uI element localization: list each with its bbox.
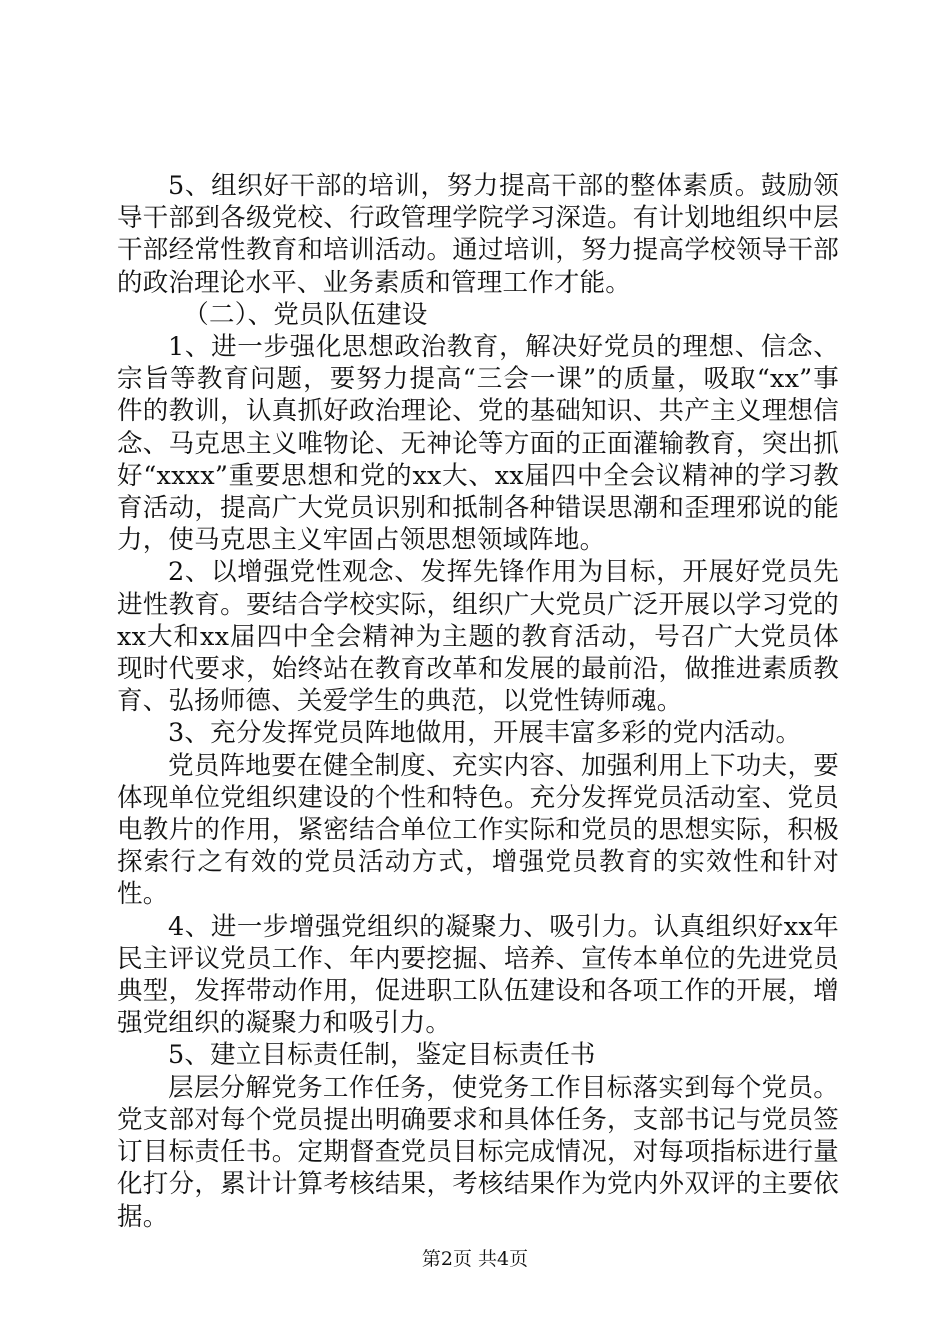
paragraph-party-positions: 党员阵地要在健全制度、充实内容、加强利用上下功夫，要体现单位党组织建设的个性和特色。充分发挥党员活动室、党员电教片的作用，紧密结合单位工作实际和党员的思想实际，积极探索行之有效的党员活动方式，增强党员教育的实效性和针对性。: [117, 750, 839, 910]
paragraph-advanced-education: 2、以增强党性观念、发挥先锋作用为目标，开展好党员先进性教育。要结合学校实际，组织广大党员广泛开展以学习党的xx大和xx届四中全会精神为主题的教育活动，号召广大党员体现时代要求，始终站在教育改革和发展的最前沿，做推进素质教育、弘扬师德、关爱学生的典范，以党性铸师魂。: [117, 557, 839, 717]
page-footer: 第2页 共4页: [421, 1248, 529, 1270]
paragraph-cohesion: 4、进一步增强党组织的凝聚力、吸引力。认真组织好xx年民主评议党员工作、年内要挖掘、培养、宣传本单位的先进党员典型，发挥带动作用，促进职工队伍建设和各项工作的开展，增强党组织的凝聚力和吸引力。: [117, 911, 839, 1039]
document-body: [117, 170, 839, 1233]
section-heading-party-team: （二）、党员队伍建设: [183, 299, 428, 330]
paragraph-task-breakdown: 层层分解党务工作任务，使党务工作目标落实到每个党员。党支部对每个党员提出明确要求和具体任务，支部书记与党员签订目标责任书。定期督查党员目标完成情况，对每项指标进行量化打分，累计计算考核结果，考核结果作为党内外双评的主要依据。: [117, 1072, 839, 1232]
paragraph-cadre-training: 5、组织好干部的培训，努力提高干部的整体素质。鼓励领导干部到各级党校、行政管理学院学习深造。有计划地组织中层干部经常性教育和培训活动。通过培训，努力提高学校领导干部的政治理论水平、业务素质和管理工作才能。: [117, 171, 839, 298]
paragraph-party-activities-heading: 3、充分发挥党员阵地做用，开展丰富多彩的党内活动。: [168, 718, 802, 749]
paragraph-political-education: 1、进一步强化思想政治教育，解决好党员的理想、信念、宗旨等教育问题，要努力提高“三会一课”的质量，吸取“xx”事件的教训，认真抓好政治理论、党的基础知识、共产主义理想信念、马克思主义唯物论、无神论等方面的正面灌输教育，突出抓好“xxxx”重要思想和党的xx大、xx届四中全会议精神的学习教育活动，提高广大党员识别和抵制各种错误思潮和歪理邪说的能力，使马克思主义牢固占领思想领域阵地。: [117, 332, 839, 556]
paragraph-responsibility-heading: 5、建立目标责任制，鉴定目标责任书: [168, 1040, 596, 1071]
